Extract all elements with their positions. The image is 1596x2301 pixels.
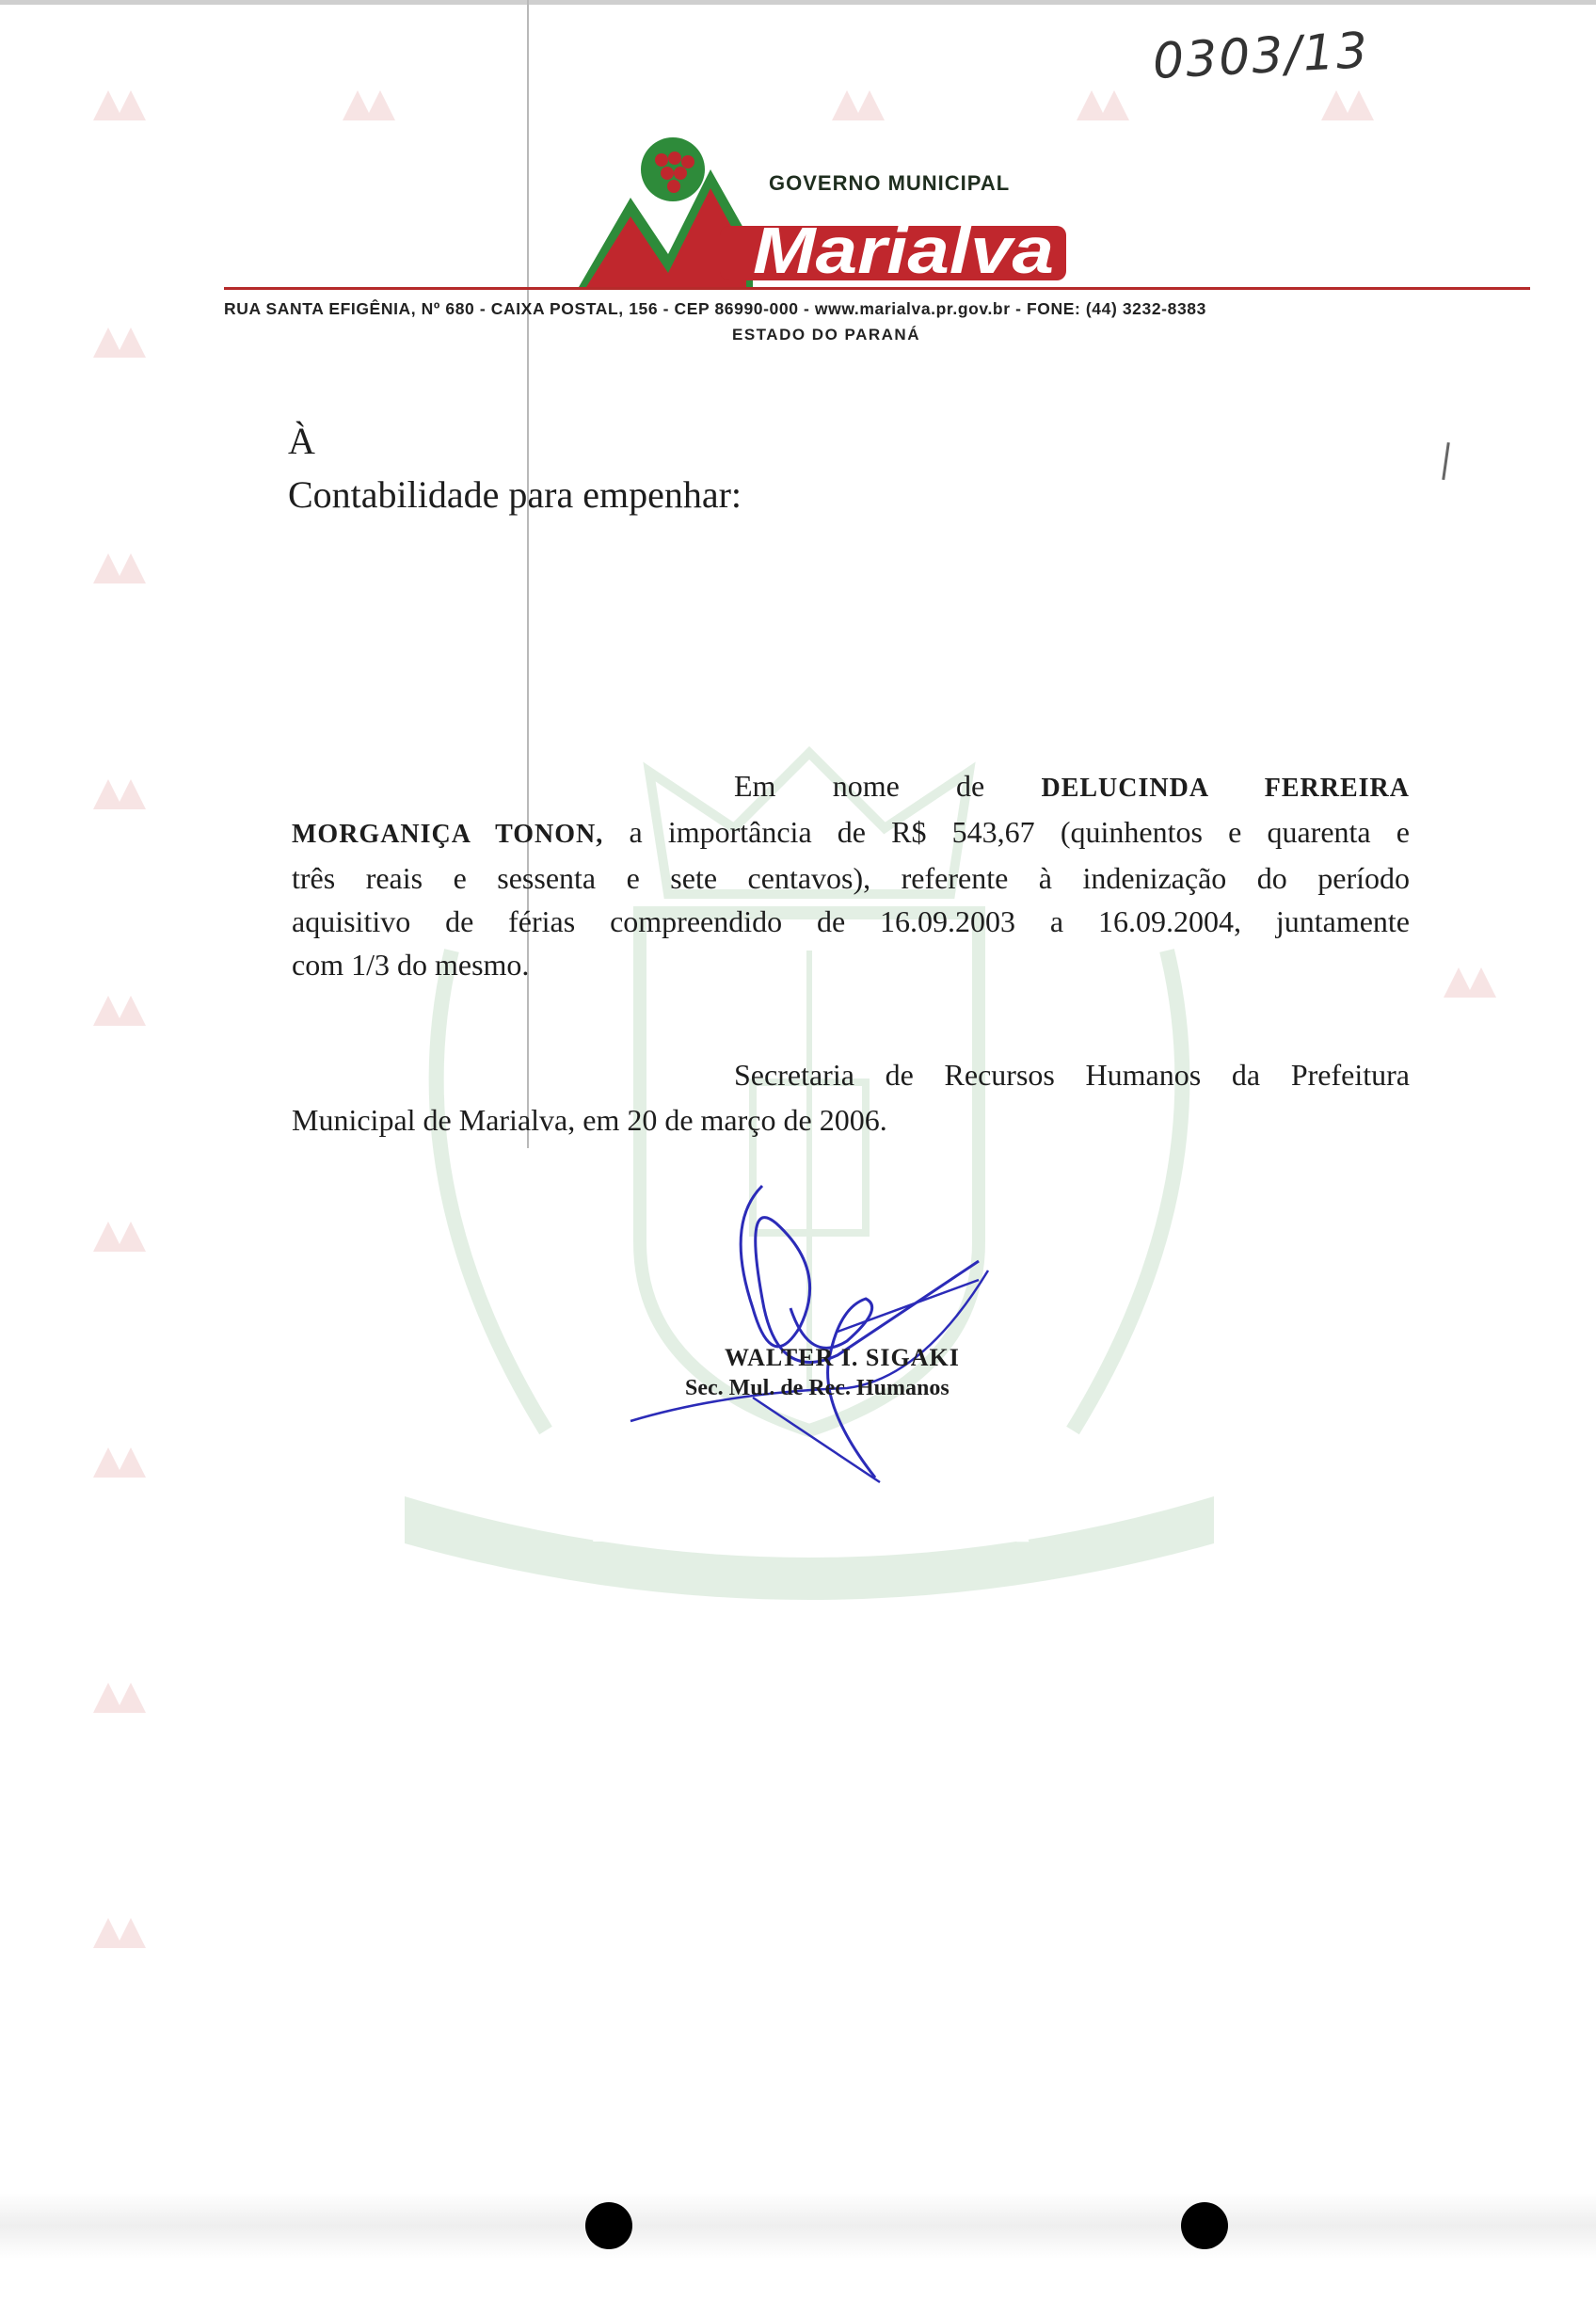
employee-name-part1: DELUCINDA FERREIRA [1041, 774, 1410, 803]
closing-paragraph [292, 1052, 1410, 1143]
ghost-logo-icon [1440, 960, 1500, 1001]
ghost-logo-icon [1073, 83, 1133, 124]
logo-top-text: GOVERNO MUNICIPAL [769, 171, 1011, 195]
scan-edge [0, 0, 1596, 5]
body-line: três reais e sessenta e sete centavos), referente à indenização do período [292, 861, 1410, 895]
handwritten-reference-number: 0303/13 [1151, 23, 1371, 90]
margin-mark [1442, 442, 1450, 480]
ghost-logo-icon [89, 1910, 150, 1952]
closing-line [292, 1052, 1410, 1097]
punch-hole [585, 2202, 632, 2249]
ghost-logo-icon [1317, 83, 1378, 124]
header-divider [224, 287, 1530, 290]
ghost-logo-icon [89, 83, 150, 124]
body-line [292, 764, 1410, 810]
ghost-logo-icon [89, 772, 150, 813]
body-line: com 1/3 do mesmo. [292, 948, 530, 982]
ghost-logo-icon [89, 1675, 150, 1717]
ghost-logo-icon [89, 1440, 150, 1481]
signer-role: Sec. Mul. de Rec. Humanos [685, 1376, 950, 1400]
body-line: aquisitivo de férias compreendido de 16.09.2003 a 16.09.2004, juntamente [292, 904, 1410, 938]
punch-hole [1181, 2202, 1228, 2249]
logo-wordmark: Marialva [753, 214, 1054, 287]
ghost-logo-icon [89, 988, 150, 1030]
handwritten-signature [612, 1167, 1026, 1506]
recipient-line: Contabilidade para empenhar: [288, 473, 742, 516]
employee-name-part2: MORGANIÇA TONON, [292, 820, 604, 849]
body-paragraph [292, 764, 1410, 986]
body-line [292, 810, 1410, 856]
header-state: ESTADO DO PARANÁ [732, 326, 920, 344]
ghost-logo-icon [89, 1214, 150, 1255]
ghost-logo-icon [89, 546, 150, 587]
body-intro: Em nome de [734, 769, 985, 803]
scan-artifact [0, 2193, 1596, 2259]
ghost-logo-icon [828, 83, 888, 124]
header-address: RUA SANTA EFIGÊNIA, Nº 680 - CAIXA POSTAL, 156 - CEP 86990-000 - www.marialva.pr.gov.br - FONE: (44) 3232-8383 [224, 299, 1206, 318]
ghost-logo-icon [339, 83, 399, 124]
salutation: À [288, 420, 315, 462]
marialva-logo [579, 132, 1068, 292]
signer-name: WALTER I. SIGAKI [725, 1344, 960, 1371]
closing-line1: Secretaria de Recursos Humanos da Prefeitura [734, 1058, 1410, 1092]
closing-line2: Municipal de Marialva, em 20 de março de 2006. [292, 1103, 887, 1137]
body-amount-text: a importância de R$ 543,67 (quinhentos e quarenta e [603, 815, 1411, 849]
watermark-text: MARIALVA [587, 1464, 1031, 1560]
